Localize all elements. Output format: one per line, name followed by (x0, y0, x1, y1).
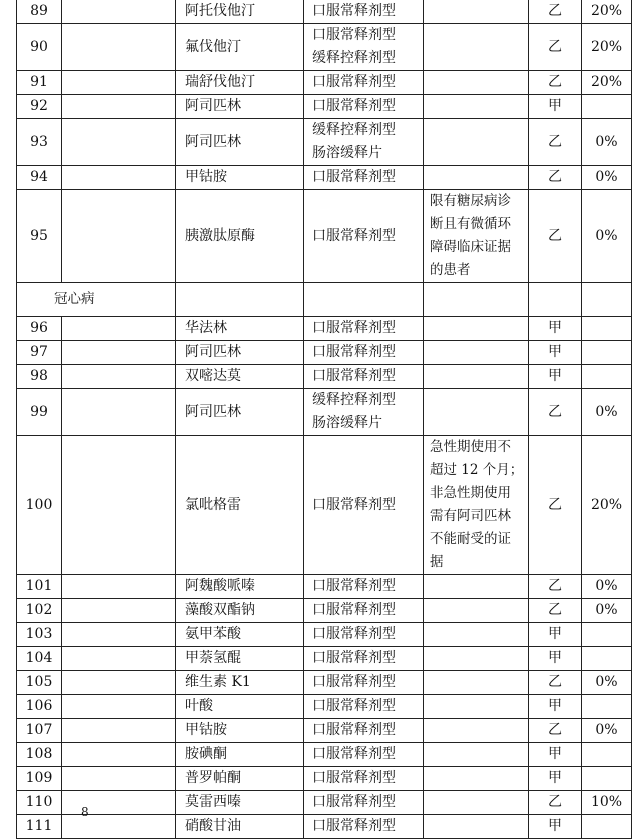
class-cell: 甲 (529, 317, 582, 341)
self-pay-cell (582, 95, 632, 119)
self-pay-cell (582, 365, 632, 389)
category-cell (62, 647, 176, 671)
row-number-cell: 89 (17, 0, 62, 24)
self-pay-cell: 0% (582, 575, 632, 599)
drug-name-cell: 胺碘酮 (176, 743, 304, 767)
table-row (17, 719, 632, 743)
dosage-form-line: 口服常释剂型 (312, 722, 396, 738)
table-row (17, 815, 632, 839)
category-cell (62, 24, 176, 71)
category-cell (62, 575, 176, 599)
category-cell (62, 0, 176, 24)
drug-name-cell: 双嘧达莫 (176, 365, 304, 389)
drug-name-cell: 阿司匹林 (176, 389, 304, 436)
dosage-form-line: 口服常释剂型 (312, 602, 396, 618)
dosage-form-cell (304, 166, 424, 190)
remark-cell (424, 317, 529, 341)
row-number-cell: 91 (17, 71, 62, 95)
self-pay-cell (582, 647, 632, 671)
dosage-form-line: 口服常释剂型 (312, 368, 396, 384)
remark-cell (424, 436, 529, 575)
remark-cell (424, 71, 529, 95)
row-number-cell: 98 (17, 365, 62, 389)
dosage-form-cell (304, 317, 424, 341)
class-cell: 甲 (529, 647, 582, 671)
self-pay-cell: 0% (582, 599, 632, 623)
class-cell: 甲 (529, 815, 582, 839)
row-number-cell: 97 (17, 341, 62, 365)
remark-line: 的患者 (430, 262, 471, 278)
dosage-form-line: 口服常释剂型 (312, 626, 396, 642)
table-row (17, 671, 632, 695)
drug-name-cell: 叶酸 (176, 695, 304, 719)
self-pay-cell (582, 695, 632, 719)
row-number-cell: 93 (17, 119, 62, 166)
self-pay-cell: 20% (582, 24, 632, 71)
remark-line: 障碍临床证据 (430, 239, 511, 255)
dosage-form-line: 口服常释剂型 (312, 169, 396, 185)
class-cell: 甲 (529, 695, 582, 719)
dosage-form-cell (304, 815, 424, 839)
dosage-form-cell (304, 0, 424, 24)
empty-cell (582, 283, 632, 317)
table-row (17, 341, 632, 365)
drug-name-cell: 阿司匹林 (176, 95, 304, 119)
dosage-form-line: 缓释控释剂型 (312, 122, 396, 138)
row-number-cell: 92 (17, 95, 62, 119)
dosage-form-cell (304, 24, 424, 71)
remark-cell (424, 24, 529, 71)
drug-name-cell: 阿司匹林 (176, 119, 304, 166)
self-pay-cell: 0% (582, 719, 632, 743)
dosage-form-cell (304, 599, 424, 623)
self-pay-cell: 0% (582, 190, 632, 283)
table-row (17, 743, 632, 767)
dosage-form-line: 口服常释剂型 (312, 98, 396, 114)
self-pay-cell: 20% (582, 436, 632, 575)
dosage-form-cell (304, 695, 424, 719)
self-pay-cell (582, 767, 632, 791)
remark-cell (424, 341, 529, 365)
row-number-cell: 102 (17, 599, 62, 623)
row-number-cell: 95 (17, 190, 62, 283)
dosage-form-line: 缓释控释剂型 (312, 50, 396, 66)
row-number-cell: 105 (17, 671, 62, 695)
drug-name-cell: 甲钴胺 (176, 719, 304, 743)
category-cell (62, 719, 176, 743)
table-row (17, 166, 632, 190)
category-cell (62, 743, 176, 767)
category-cell (62, 365, 176, 389)
dosage-form-cell (304, 341, 424, 365)
table-row (17, 695, 632, 719)
dosage-form-cell (304, 671, 424, 695)
drug-catalog-table (16, 0, 632, 839)
category-cell (62, 599, 176, 623)
table-row (17, 389, 632, 436)
dosage-form-cell (304, 623, 424, 647)
dosage-form-cell (304, 190, 424, 283)
row-number-cell: 101 (17, 575, 62, 599)
self-pay-cell (582, 317, 632, 341)
class-cell: 甲 (529, 365, 582, 389)
class-cell: 乙 (529, 166, 582, 190)
remark-line: 非急性期使用 (430, 485, 511, 501)
dosage-form-cell (304, 743, 424, 767)
dosage-form-line: 口服常释剂型 (312, 674, 396, 690)
dosage-form-cell (304, 767, 424, 791)
class-cell: 甲 (529, 743, 582, 767)
row-number-cell: 109 (17, 767, 62, 791)
row-number-cell: 106 (17, 695, 62, 719)
table-row (17, 283, 632, 317)
dosage-form-line: 肠溶缓释片 (312, 145, 382, 161)
dosage-form-line: 口服常释剂型 (312, 578, 396, 594)
class-cell: 乙 (529, 599, 582, 623)
self-pay-cell: 0% (582, 389, 632, 436)
row-number-cell: 107 (17, 719, 62, 743)
class-cell: 乙 (529, 791, 582, 815)
row-number-cell: 111 (17, 815, 62, 839)
remark-cell (424, 599, 529, 623)
remark-cell (424, 190, 529, 283)
dosage-form-cell (304, 389, 424, 436)
row-number-cell: 104 (17, 647, 62, 671)
category-cell (62, 695, 176, 719)
drug-name-cell: 甲萘氢醌 (176, 647, 304, 671)
empty-cell (424, 283, 529, 317)
row-number-cell: 96 (17, 317, 62, 341)
remark-line: 超过 12 个月； (430, 462, 524, 478)
self-pay-cell: 20% (582, 71, 632, 95)
empty-cell (304, 283, 424, 317)
drug-name-cell: 氯吡格雷 (176, 436, 304, 575)
self-pay-cell (582, 743, 632, 767)
dosage-form-cell (304, 791, 424, 815)
class-cell: 乙 (529, 671, 582, 695)
category-cell (62, 791, 176, 815)
remark-cell (424, 95, 529, 119)
dosage-form-cell (304, 436, 424, 575)
dosage-form-line: 口服常释剂型 (312, 227, 396, 244)
category-cell (62, 317, 176, 341)
dosage-form-line: 缓释控释剂型 (312, 392, 396, 408)
remark-cell (424, 647, 529, 671)
table-row (17, 0, 632, 24)
dosage-form-line: 口服常释剂型 (312, 794, 396, 810)
remark-cell (424, 389, 529, 436)
class-cell: 乙 (529, 436, 582, 575)
dosage-form-cell (304, 719, 424, 743)
drug-name-cell: 普罗帕酮 (176, 767, 304, 791)
drug-name-cell: 维生素 K1 (176, 671, 304, 695)
class-cell: 乙 (529, 119, 582, 166)
remark-line: 断且有微循环 (430, 216, 511, 232)
class-cell: 甲 (529, 623, 582, 647)
class-cell: 乙 (529, 190, 582, 283)
row-number-cell: 108 (17, 743, 62, 767)
table-row (17, 24, 632, 71)
row-number-cell: 90 (17, 24, 62, 71)
drug-name-cell: 氟伐他汀 (176, 24, 304, 71)
self-pay-cell: 0% (582, 671, 632, 695)
drug-name-cell: 莫雷西嗪 (176, 791, 304, 815)
drug-name-cell: 阿魏酸哌嗪 (176, 575, 304, 599)
category-cell (62, 95, 176, 119)
self-pay-cell (582, 815, 632, 839)
drug-name-cell: 胰激肽原酶 (176, 190, 304, 283)
class-cell: 乙 (529, 389, 582, 436)
dosage-form-cell (304, 365, 424, 389)
dosage-form-line: 口服常释剂型 (312, 74, 396, 90)
class-cell: 乙 (529, 0, 582, 24)
category-cell (62, 436, 176, 575)
page-number: 8 (81, 805, 89, 819)
dosage-form-line: 口服常释剂型 (312, 818, 396, 834)
category-cell (62, 389, 176, 436)
category-cell (62, 190, 176, 283)
table-row (17, 71, 632, 95)
remark-cell (424, 815, 529, 839)
dosage-form-cell (304, 71, 424, 95)
table-row (17, 436, 632, 575)
self-pay-cell (582, 623, 632, 647)
remark-cell (424, 719, 529, 743)
table-row (17, 190, 632, 283)
class-cell: 乙 (529, 71, 582, 95)
category-cell (62, 623, 176, 647)
table-row (17, 767, 632, 791)
self-pay-cell: 10% (582, 791, 632, 815)
dosage-form-line: 口服常释剂型 (312, 320, 396, 336)
category-cell (62, 341, 176, 365)
empty-cell (176, 283, 304, 317)
remark-cell (424, 365, 529, 389)
remark-cell (424, 695, 529, 719)
remark-line: 不能耐受的证 (430, 531, 511, 547)
drug-name-cell: 甲钴胺 (176, 166, 304, 190)
category-cell (62, 767, 176, 791)
dosage-form-line: 口服常释剂型 (312, 650, 396, 666)
drug-name-cell: 阿托伐他汀 (176, 0, 304, 24)
dosage-form-line: 口服常释剂型 (312, 3, 396, 19)
drug-name-cell: 氨甲苯酸 (176, 623, 304, 647)
row-number-cell: 100 (17, 436, 62, 575)
table-row (17, 791, 632, 815)
drug-name-cell: 华法林 (176, 317, 304, 341)
remark-cell (424, 119, 529, 166)
self-pay-cell: 20% (582, 0, 632, 24)
table-row (17, 95, 632, 119)
remark-cell (424, 0, 529, 24)
remark-line: 急性期使用不 (430, 439, 511, 455)
remark-line: 据 (430, 554, 444, 570)
drug-name-cell: 硝酸甘油 (176, 815, 304, 839)
table-row (17, 575, 632, 599)
row-number-cell: 99 (17, 389, 62, 436)
drug-name-cell: 藻酸双酯钠 (176, 599, 304, 623)
category-cell (62, 71, 176, 95)
dosage-form-cell (304, 647, 424, 671)
row-number-cell: 94 (17, 166, 62, 190)
class-cell: 乙 (529, 24, 582, 71)
remark-cell (424, 791, 529, 815)
drug-name-cell: 阿司匹林 (176, 341, 304, 365)
remark-line: 限有糖尿病诊 (430, 193, 511, 209)
remark-cell (424, 767, 529, 791)
dosage-form-line: 口服常释剂型 (312, 27, 396, 43)
remark-cell (424, 671, 529, 695)
table-row (17, 365, 632, 389)
remark-cell (424, 575, 529, 599)
remark-cell (424, 166, 529, 190)
table-row (17, 647, 632, 671)
dosage-form-line: 口服常释剂型 (312, 698, 396, 714)
dosage-form-line: 口服常释剂型 (312, 770, 396, 786)
category-cell (62, 671, 176, 695)
self-pay-cell (582, 341, 632, 365)
dosage-form-cell (304, 575, 424, 599)
section-header: 冠心病 (17, 283, 176, 317)
dosage-form-cell (304, 119, 424, 166)
row-number-cell: 103 (17, 623, 62, 647)
dosage-form-line: 肠溶缓释片 (312, 415, 382, 431)
class-cell: 甲 (529, 95, 582, 119)
remark-line: 需有阿司匹林 (430, 508, 511, 524)
table-body (17, 0, 632, 839)
dosage-form-line: 口服常释剂型 (312, 496, 396, 513)
class-cell: 乙 (529, 719, 582, 743)
table-row (17, 623, 632, 647)
category-cell (62, 815, 176, 839)
remark-cell (424, 623, 529, 647)
dosage-form-line: 口服常释剂型 (312, 344, 396, 360)
self-pay-cell: 0% (582, 166, 632, 190)
empty-cell (529, 283, 582, 317)
table-row (17, 317, 632, 341)
dosage-form-cell (304, 95, 424, 119)
dosage-form-line: 口服常释剂型 (312, 746, 396, 762)
table-row (17, 599, 632, 623)
class-cell: 甲 (529, 341, 582, 365)
class-cell: 乙 (529, 575, 582, 599)
class-cell: 甲 (529, 767, 582, 791)
table-row (17, 119, 632, 166)
drug-name-cell: 瑞舒伐他汀 (176, 71, 304, 95)
category-cell (62, 119, 176, 166)
category-cell (62, 166, 176, 190)
row-number-cell: 110 (17, 791, 62, 815)
self-pay-cell: 0% (582, 119, 632, 166)
remark-cell (424, 743, 529, 767)
